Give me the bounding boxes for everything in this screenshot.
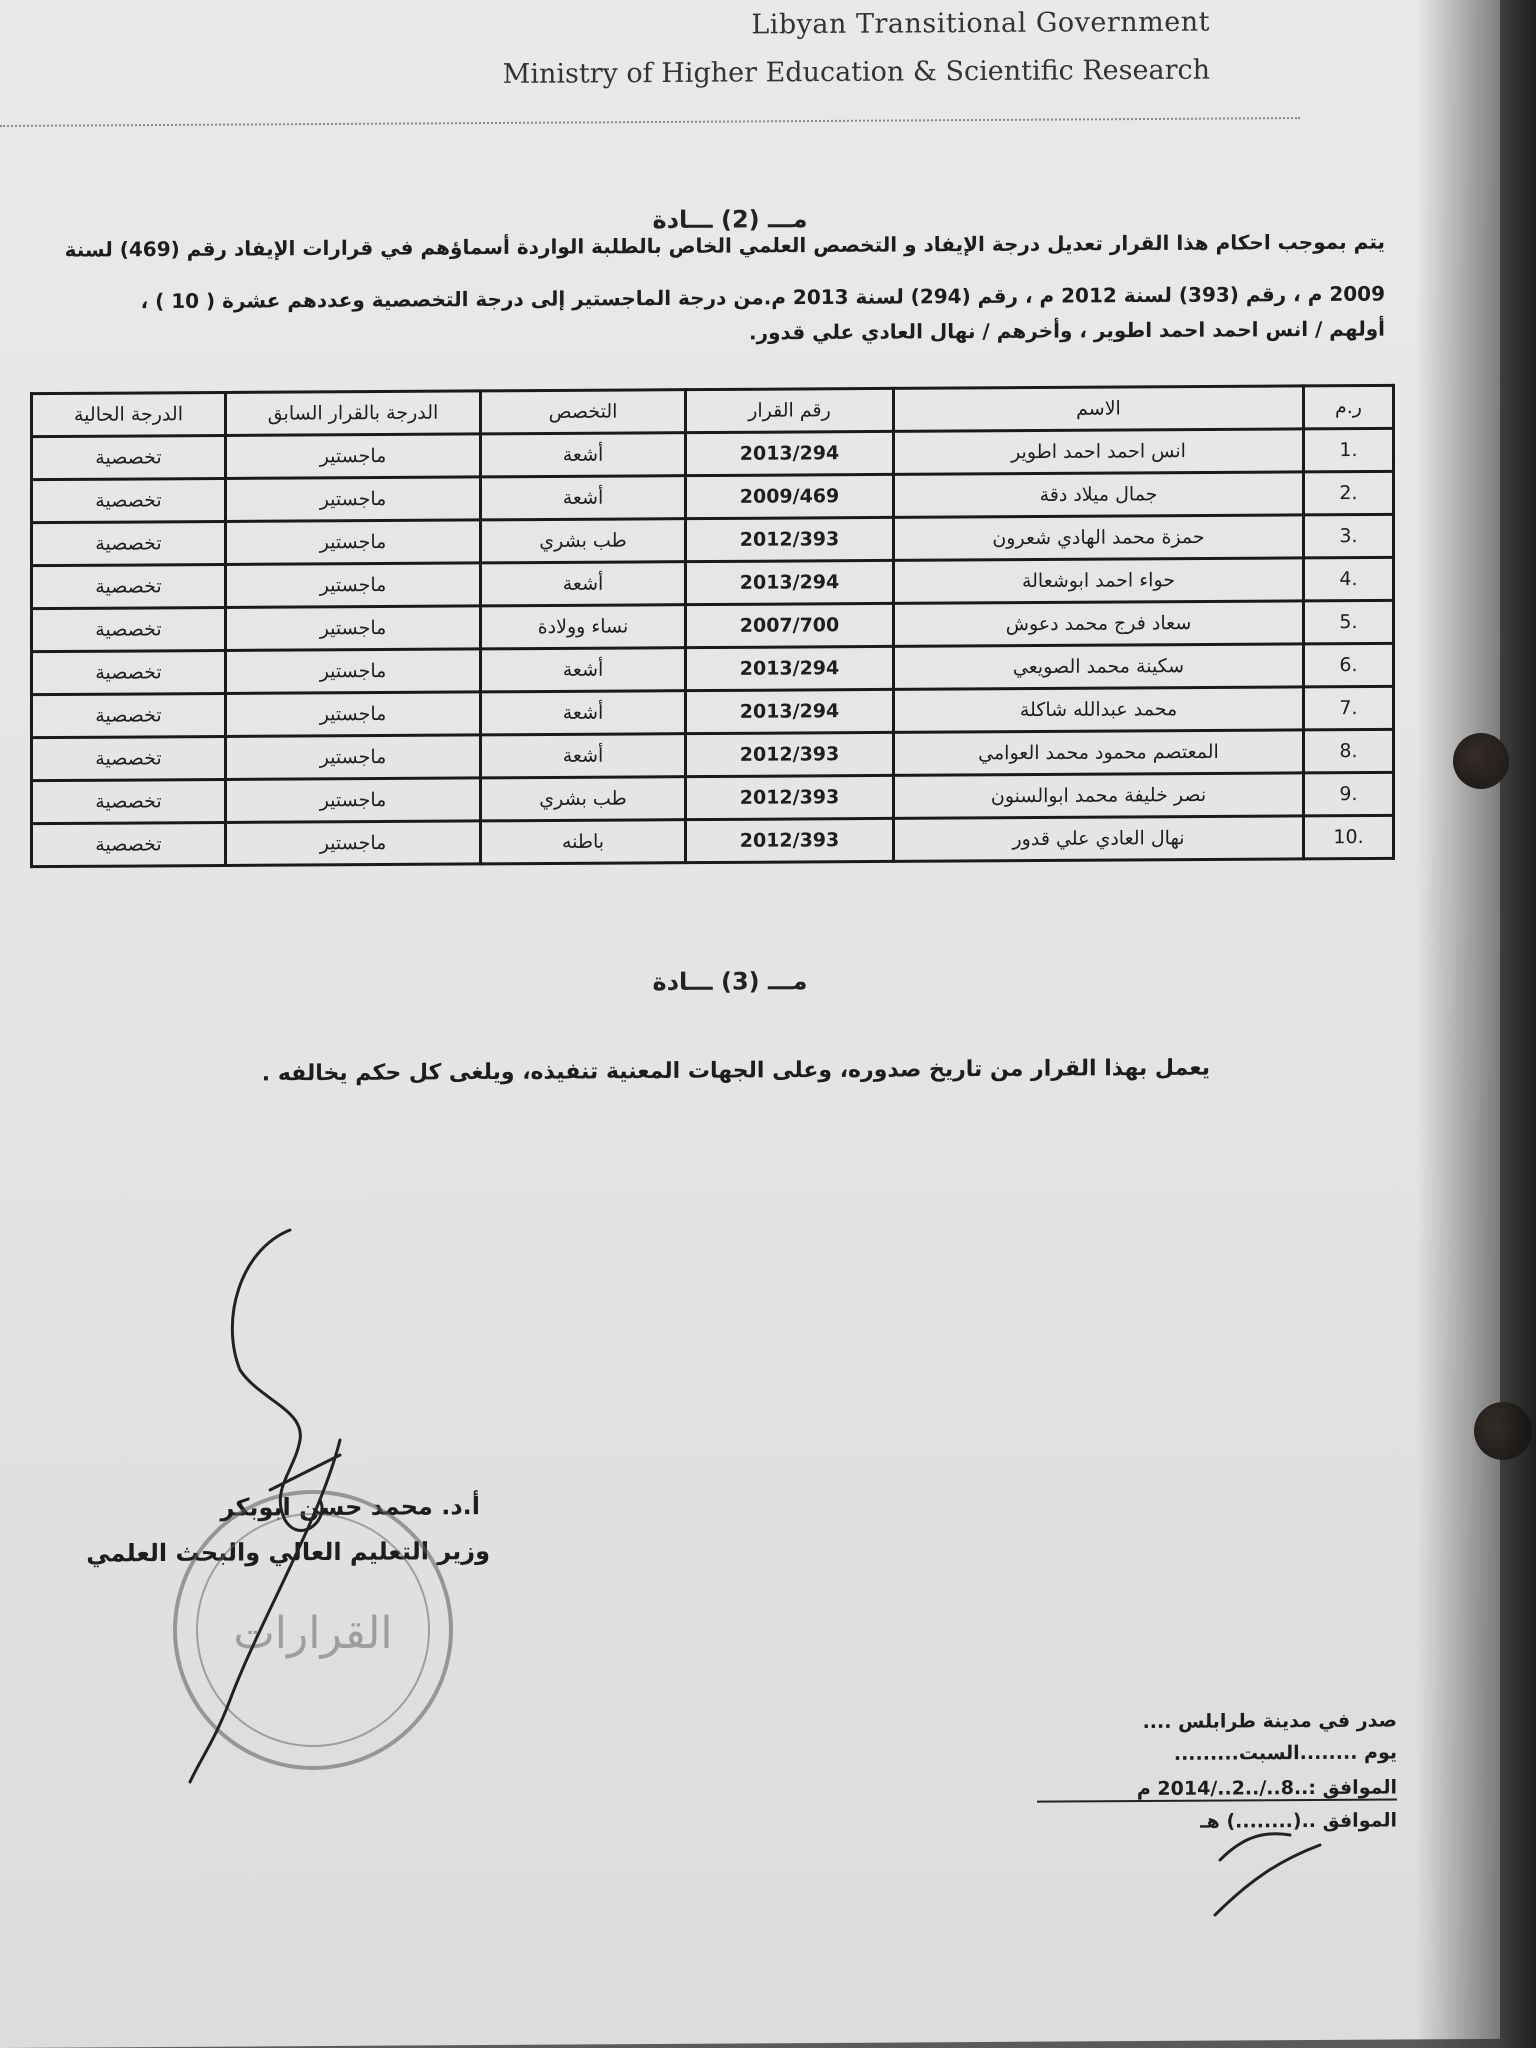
- cell-idx: 4.: [1304, 557, 1394, 601]
- cell-decision: 2012/393: [686, 732, 894, 776]
- cell-name: محمد عبدالله شاكلة: [894, 687, 1304, 733]
- cell-idx: 2.: [1304, 471, 1394, 515]
- cell-decision: 2007/700: [686, 603, 894, 647]
- ministry-header: Ministry of Higher Education & Scientific Research: [502, 54, 1210, 90]
- cell-specialty: طب بشري: [481, 519, 686, 563]
- cell-current-degree: تخصصية: [32, 564, 226, 608]
- cell-decision: 2012/393: [686, 517, 894, 561]
- page-shadow-edge: [1416, 0, 1536, 2048]
- article-2-line-2: 2009 م ، رقم (393) لسنة 2012 م ، رقم (294) لسنة 2013 م.من درجة الماجستير إلى درجة التخصصية وعددهم عشرة ( 10 ) ،: [140, 281, 1385, 314]
- cell-name: حواء احمد ابوشعالة: [894, 558, 1304, 604]
- stamp-text: القرارات: [233, 1608, 393, 1659]
- cell-previous-degree: ماجستير: [226, 520, 481, 565]
- cell-specialty: نساء وولادة: [481, 605, 686, 649]
- cell-idx: 8.: [1304, 729, 1394, 773]
- cell-current-degree: تخصصية: [32, 736, 226, 780]
- cell-current-degree: تخصصية: [32, 478, 226, 522]
- cell-decision: 2013/294: [686, 689, 894, 733]
- cell-idx: 9.: [1304, 772, 1394, 816]
- cell-current-degree: تخصصية: [32, 435, 226, 479]
- handwritten-signature-icon: [190, 1230, 1320, 1915]
- cell-idx: 10.: [1304, 815, 1394, 859]
- cell-idx: 7.: [1304, 686, 1394, 730]
- cell-decision: 2012/393: [686, 775, 894, 819]
- cell-name: جمال ميلاد دقة: [894, 472, 1304, 518]
- cell-current-degree: تخصصية: [32, 607, 226, 651]
- government-header: Libyan Transitional Government: [751, 6, 1210, 41]
- cell-previous-degree: ماجستير: [226, 735, 481, 780]
- cell-previous-degree: ماجستير: [226, 778, 481, 823]
- cell-specialty: أشعة: [481, 476, 686, 520]
- cell-current-degree: تخصصية: [32, 521, 226, 565]
- cell-previous-degree: ماجستير: [226, 606, 481, 651]
- article-3-title: مـــ (3) ـــادة: [652, 967, 808, 997]
- header-decision: رقم القرار: [686, 388, 894, 432]
- article-2-line-1: يتم بموجب احكام هذا القرار تعديل درجة الإيفاد و التخصص العلمي الخاص بالطلبة الواردة أسماؤهم في قرارات الإيفاد رقم (469) لسنة: [64, 229, 1385, 262]
- header-name: الاسم: [894, 386, 1304, 432]
- header-previous-degree: الدرجة بالقرار السابق: [226, 391, 481, 436]
- cell-idx: 1.: [1304, 428, 1394, 472]
- header-current-degree: الدرجة الحالية: [32, 392, 226, 436]
- cell-idx: 5.: [1304, 600, 1394, 644]
- header-specialty: التخصص: [481, 390, 686, 434]
- cell-name: سكينة محمد الصويعي: [894, 644, 1304, 690]
- cell-specialty: طب بشري: [481, 777, 686, 821]
- cell-specialty: أشعة: [481, 734, 686, 778]
- cell-previous-degree: ماجستير: [226, 477, 481, 522]
- cell-name: سعاد فرج محمد دعوش: [894, 601, 1304, 647]
- cell-idx: 6.: [1304, 643, 1394, 687]
- cell-current-degree: تخصصية: [32, 779, 226, 823]
- cell-decision: 2013/294: [686, 431, 894, 475]
- cell-current-degree: تخصصية: [32, 693, 226, 737]
- cell-specialty: أشعة: [481, 691, 686, 735]
- header-idx: ر.م: [1304, 385, 1394, 429]
- article-2-title: مـــ (2) ـــادة: [652, 205, 808, 235]
- signer-name: أ.د. محمد حسن ابوبكر: [220, 1492, 480, 1522]
- cell-idx: 3.: [1304, 514, 1394, 558]
- cell-previous-degree: ماجستير: [226, 649, 481, 694]
- cell-decision: 2013/294: [686, 646, 894, 690]
- signer-title: وزير التعليم العالي والبحث العلمي: [86, 1537, 490, 1568]
- cell-previous-degree: ماجستير: [226, 821, 481, 866]
- cell-decision: 2009/469: [686, 474, 894, 518]
- issued-hijri-date: الموافق ..(........) هـ: [1200, 1809, 1397, 1833]
- cell-specialty: باطنه: [481, 820, 686, 864]
- cell-name: المعتصم محمود محمد العوامي: [894, 730, 1304, 776]
- cell-specialty: أشعة: [481, 648, 686, 692]
- cell-previous-degree: ماجستير: [226, 692, 481, 737]
- official-stamp: [175, 1492, 451, 1768]
- cell-decision: 2013/294: [686, 560, 894, 604]
- issued-date: الموافق :..8../..2../2014 م: [1037, 1776, 1397, 1802]
- cell-current-degree: تخصصية: [32, 650, 226, 694]
- cell-specialty: أشعة: [481, 562, 686, 606]
- article-3-text: يعمل بهذا القرار من تاريخ صدوره، وعلى الجهات المعنية تنفيذه، ويلغى كل حكم يخالفه .: [261, 1055, 1210, 1087]
- cell-name: نهال العادي علي قدور: [894, 816, 1304, 862]
- cell-previous-degree: ماجستير: [226, 434, 481, 479]
- cell-name: حمزة محمد الهادي شعرون: [894, 515, 1304, 561]
- cell-previous-degree: ماجستير: [226, 563, 481, 608]
- cell-specialty: أشعة: [481, 433, 686, 477]
- cell-decision: 2012/393: [686, 818, 894, 862]
- cell-name: انس احمد احمد اطوير: [894, 429, 1304, 475]
- issued-day: يوم ........السبت.........: [1173, 1741, 1397, 1765]
- issued-place: صدر في مدينة طرابلس ....: [1142, 1709, 1397, 1734]
- cell-name: نصر خليفة محمد ابوالسنون: [894, 773, 1304, 819]
- article-2-line-3: أولهم / انس احمد احمد اطوير ، وأخرهم / نهال العادي علي قدور.: [748, 316, 1385, 345]
- cell-current-degree: تخصصية: [32, 822, 226, 866]
